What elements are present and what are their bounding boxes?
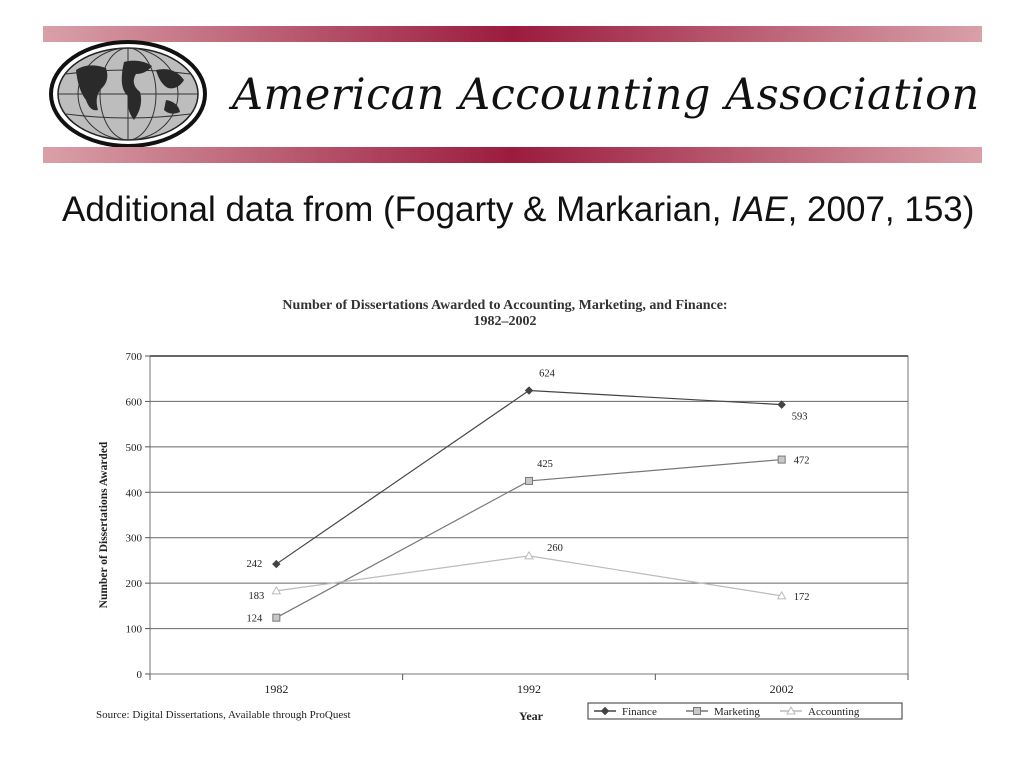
organization-name: American Accounting Association — [232, 70, 980, 120]
y-tick-label: 200 — [125, 578, 142, 591]
plot-area — [150, 356, 908, 674]
data-label-marketing: 124 — [246, 613, 263, 625]
y-tick-label: 400 — [125, 487, 142, 500]
y-tick-label: 100 — [125, 623, 142, 636]
x-tick-label: 1992 — [517, 682, 541, 696]
data-point-marketing — [273, 614, 280, 621]
data-label-marketing: 472 — [793, 455, 810, 467]
chart-source-note: Source: Digital Dissertations, Available through ProQuest — [96, 709, 351, 721]
x-tick-label: 2002 — [769, 682, 794, 696]
subtitle-italic: IAE — [731, 190, 788, 229]
y-tick-label: 700 — [125, 351, 142, 363]
data-label-accounting: 260 — [547, 542, 563, 554]
legend-label-finance: Finance — [622, 706, 657, 718]
data-label-marketing: 425 — [537, 458, 553, 470]
data-label-accounting: 172 — [793, 591, 810, 603]
y-tick-label: 600 — [125, 396, 142, 409]
data-point-marketing — [526, 477, 533, 484]
chart-title-line-1: Number of Dissertations Awarded to Accounting, Marketing, and Finance: — [282, 298, 728, 313]
chart-title-line-2: 1982–2002 — [473, 314, 537, 329]
data-label-finance: 242 — [246, 559, 263, 571]
y-tick-label: 500 — [125, 441, 142, 454]
data-label-finance: 593 — [791, 411, 808, 423]
legend-label-marketing: Marketing — [714, 706, 760, 718]
x-tick-label: 1982 — [264, 682, 289, 696]
data-label-finance: 624 — [539, 368, 555, 380]
data-point-marketing — [778, 456, 785, 463]
y-tick-label: 0 — [136, 669, 142, 681]
x-axis-title: Year — [519, 709, 543, 723]
subtitle-suffix: , 2007, 153) — [787, 190, 975, 229]
legend-label-accounting: Accounting — [808, 706, 860, 718]
data-label-accounting: 183 — [248, 590, 265, 602]
y-tick-label: 300 — [125, 532, 142, 545]
y-axis-title: Number of Dissertations Awarded — [98, 441, 110, 609]
subtitle-prefix: Additional data from (Fogarty & Markarian, — [62, 190, 732, 229]
legend-marker-marketing — [694, 708, 701, 715]
